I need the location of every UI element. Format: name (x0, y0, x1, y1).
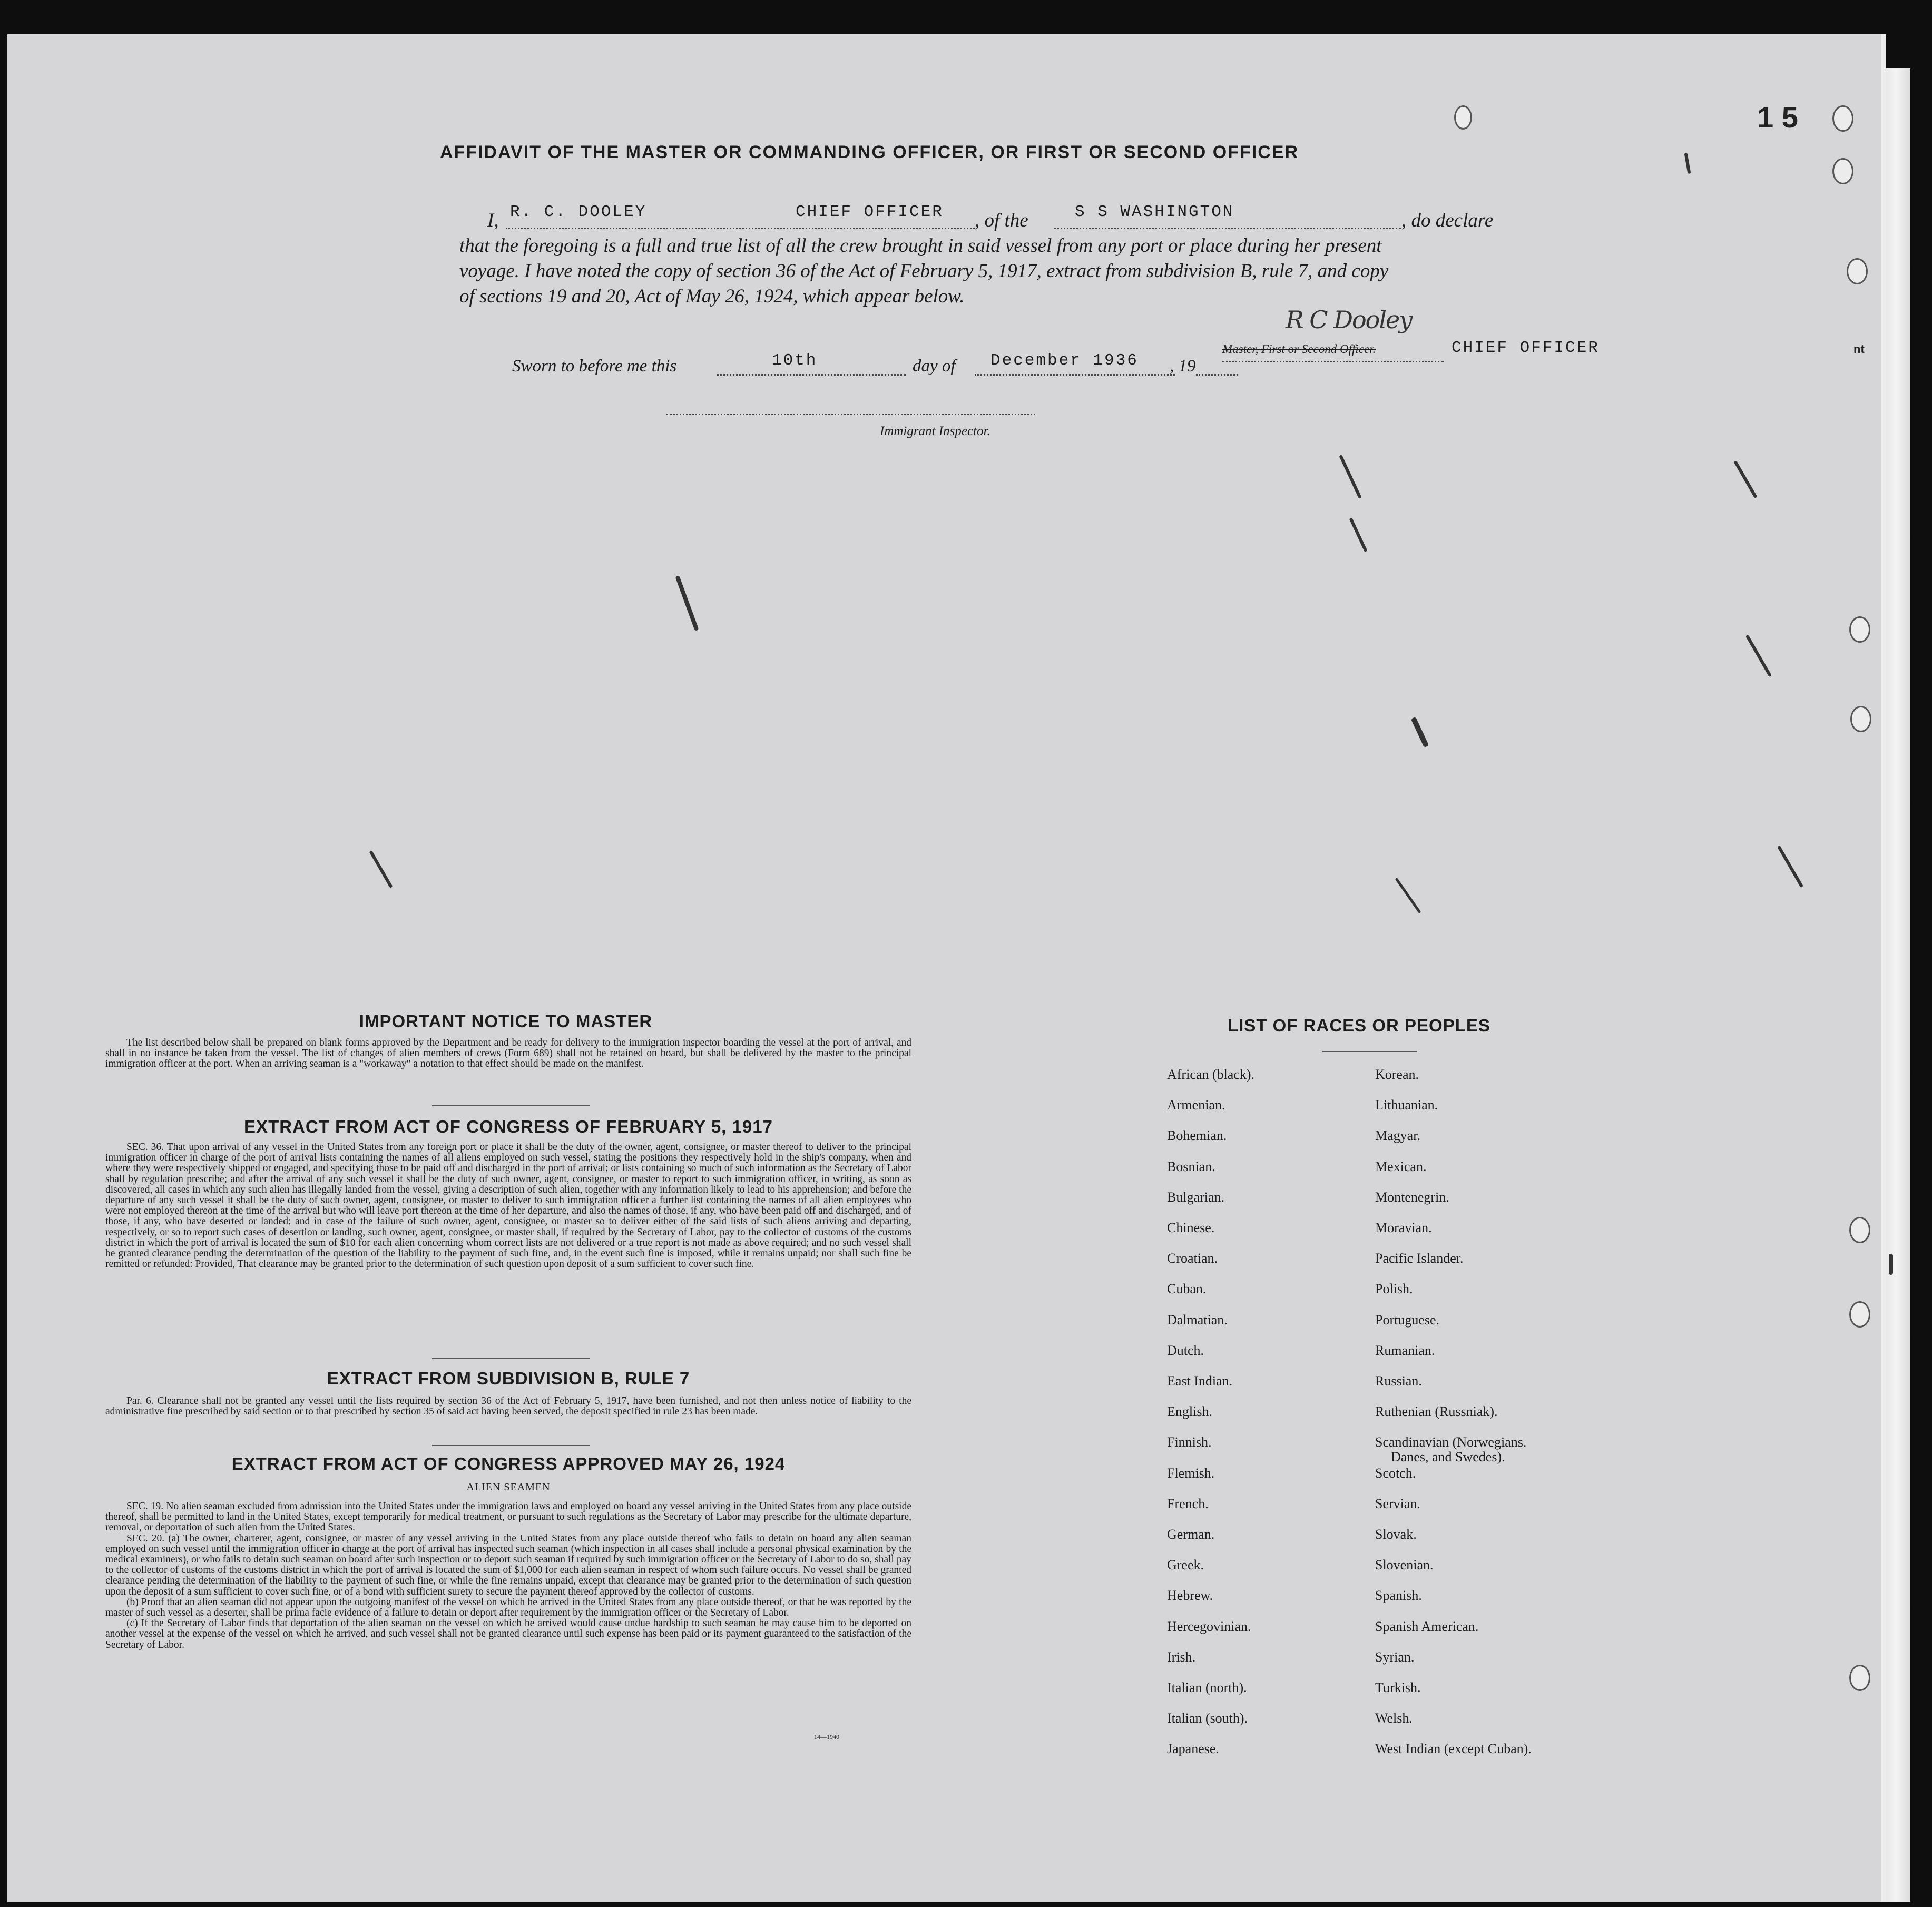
officer-signature: R C Dooley (1286, 306, 1412, 334)
race-item: African (black). (1167, 1067, 1255, 1082)
sworn-day: 10th (772, 351, 818, 370)
race-item: Rumanian. (1375, 1342, 1435, 1358)
race-item: Slovenian. (1375, 1557, 1434, 1573)
punch-hole (1849, 1301, 1870, 1328)
race-item: Servian. (1375, 1496, 1420, 1511)
race-item: Chinese. (1167, 1220, 1215, 1235)
divider (432, 1445, 590, 1446)
year-prefix: , 19 (1170, 357, 1196, 376)
extract-1917-title: EXTRACT FROM ACT OF CONGRESS OF FEBRUARY 5, 1917 (244, 1117, 773, 1136)
divider (432, 1358, 590, 1359)
vessel-blank (1054, 228, 1401, 229)
race-item: Greek. (1167, 1557, 1204, 1573)
race-item: Pacific Islander. (1375, 1251, 1464, 1266)
extract-1924-text (105, 1501, 911, 1650)
race-item: Korean. (1375, 1067, 1419, 1082)
affidavit-line-4: of sections 19 and 20, Act of May 26, 1924, which appear below. (459, 286, 965, 307)
signer-rank: CHIEF OFFICER (1452, 339, 1600, 357)
race-item: Moravian. (1375, 1220, 1432, 1235)
punch-hole (1847, 258, 1868, 284)
race-item: Italian (south). (1167, 1711, 1248, 1726)
race-item: Croatian. (1167, 1251, 1218, 1266)
pencil-mark (1889, 1254, 1893, 1275)
year-blank (1196, 374, 1238, 376)
race-item: Finnish. (1167, 1434, 1212, 1450)
form-number: 14—1940 (814, 1733, 839, 1741)
race-item: Armenian. (1167, 1097, 1225, 1113)
sworn-month-blank (975, 374, 1175, 376)
notice-text: The list described below shall be prepared on blank forms approved by the Department and be ready for delivery to the immigration inspector boarding the vessel at the port of arrival, and shall in no instance be taken from the vessel. The list of changes of alien members of crews (Form 689) shall not be retained on board, but shall be delivered by the master to the principal immigration officer at the port. When an arriving seaman is a "workaway" a notation to that effect should be made on the manifest. (105, 1037, 911, 1070)
punch-hole (1832, 105, 1853, 132)
race-item: Bosnian. (1167, 1158, 1215, 1174)
extract-1924-subtitle: ALIEN SEAMEN (466, 1481, 551, 1493)
vessel-name: S S WASHINGTON (1075, 203, 1234, 221)
sworn-month-year: December 1936 (990, 351, 1139, 370)
race-item: Spanish. (1375, 1588, 1422, 1604)
race-item: Flemish. (1167, 1465, 1215, 1481)
race-item: Ruthenian (Russniak). (1375, 1404, 1498, 1420)
race-item: Turkish. (1375, 1680, 1421, 1695)
race-item: Scandinavian (Norwegians. (1375, 1434, 1527, 1450)
affidavit-do-declare: , do declare (1401, 210, 1494, 231)
officer-rank: CHIEF OFFICER (796, 203, 944, 221)
sworn-day-blank (717, 374, 906, 376)
affidavit-title: AFFIDAVIT OF THE MASTER OR COMMANDING OFFICER, OR FIRST OR SECOND OFFICER (440, 142, 1299, 162)
race-item: Dalmatian. (1167, 1312, 1228, 1328)
margin-mark-right-edge: nt (1853, 342, 1865, 356)
race-item: Bohemian. (1167, 1128, 1227, 1144)
affidavit-i: I, (487, 210, 499, 231)
sheet-edge (1886, 68, 1910, 1902)
race-item: Spanish American. (1375, 1618, 1479, 1634)
extract-1924-title: EXTRACT FROM ACT OF CONGRESS APPROVED MAY 26, 1924 (231, 1454, 786, 1473)
race-item: Irish. (1167, 1649, 1196, 1665)
race-item: Polish. (1375, 1281, 1413, 1297)
race-item: Scotch. (1375, 1465, 1416, 1481)
sec-19-paragraph: SEC. 19. No alien seaman excluded from admission into the United States under the immigration laws and employed on board any vessel arriving in the United States from any place outside thereof, shall be permitted to land in the United States, except temporarily for medical treatment, or pursuant to such regulations as the Secretary of Labor may prescribe for the ultimate departure, removal, or deportation of such alien from the United States. (105, 1501, 911, 1534)
race-item: Syrian. (1375, 1649, 1415, 1665)
day-of: day of (913, 357, 956, 376)
notice-title: IMPORTANT NOTICE TO MASTER (359, 1011, 653, 1031)
punch-hole (1849, 1665, 1870, 1691)
race-item: Montenegrin. (1375, 1189, 1449, 1205)
punch-hole (1832, 158, 1853, 184)
sworn-prefix: Sworn to before me this (512, 357, 677, 376)
sec-20c-paragraph: (c) If the Secretary of Labor finds that deportation of the alien seaman on the vessel on which he arrived would cause undue hardship to such seaman he may cause him to be deported on another vessel at the expense of the vessel on which he arrived, and such vessel shall not be granted clearance until such expense has been paid or its payment guaranteed to the satisfaction of the Secretary of Labor. (105, 1618, 911, 1650)
affidavit-line-2: that the foregoing is a full and true list of all the crew brought in said vessel from any port or place during her present (459, 235, 1382, 257)
race-item: Italian (north). (1167, 1680, 1247, 1695)
race-item: Danes, and Swedes). (1391, 1449, 1505, 1465)
margin-mark-top-right: 1 5 (1757, 101, 1798, 134)
race-item: Magyar. (1375, 1128, 1420, 1144)
extract-rule7-text: Par. 6. Clearance shall not be granted any vessel until the lists required by section 36 of the Act of February 5, 1917, have been furnished, and not then unless notice of liability to the administrative fine prescribed by said section or to that prescribed by section 35 of said act having been served, the deposit specified in rule 23 has been made. (105, 1395, 911, 1418)
races-title: LIST OF RACES OR PEOPLES (1228, 1016, 1490, 1035)
race-item: Slovak. (1375, 1527, 1417, 1542)
race-item: Cuban. (1167, 1281, 1207, 1297)
punch-hole (1849, 1217, 1870, 1243)
race-item: English. (1167, 1404, 1212, 1420)
divider (1322, 1051, 1417, 1052)
officer-name: R. C. DOOLEY (510, 203, 647, 221)
sec-20a-paragraph: SEC. 20. (a) The owner, charterer, agent, consignee, or master of any vessel arriving in the United States from any place outside thereof who fails to detain on board any alien seaman employed on such vessel until the immigration officer in charge at the port of arrival has inspected such seaman (which inspection in all cases shall include a personal physical examination by the medical examiners), or who fails to detain such seaman on board after such inspection or to deport such seaman if required by such immigration officer or the Secretary of Labor to do so, shall pay to the collector of customs of the customs district in which the port of arrival is located the sum of $1,000 for each alien seaman in respect of whom such failure occurs. No vessel shall be granted clearance pending the determination of the liability to the payment of such fine, or while the fine remains unpaid, except that clearance may be granted prior to the determination of such question upon the deposit of a sum sufficient to cover such fine, or of a bond with sufficient surety to secure the payment thereof approved by the collector of customs. (105, 1532, 911, 1597)
race-item: French. (1167, 1496, 1209, 1511)
punch-hole (1454, 105, 1472, 130)
affidavit-line-3: voyage. I have noted the copy of section 36 of the Act of February 5, 1917, extract from subdivision B, rule 7, and copy (459, 260, 1389, 282)
inspector-caption: Immigrant Inspector. (880, 424, 990, 438)
officer-blank (506, 228, 975, 229)
sec-20b-paragraph: (b) Proof that an alien seaman did not appear upon the outgoing manifest of the vessel on which he arrived in the United States from any place outside thereof, or that he was reported by the master of such vessel as a deserter, shall be prima facie evidence of a failure to detain or deport after requirement by the immigration officer or the Secretary of Labor. (105, 1596, 911, 1619)
race-item: West Indian (except Cuban). (1375, 1741, 1532, 1757)
signature-line (1222, 361, 1444, 362)
race-item: German. (1167, 1527, 1215, 1542)
race-item: Russian. (1375, 1373, 1422, 1389)
signer-caption: Master, First or Second Officer. (1222, 342, 1376, 356)
race-item: Hercegovinian. (1167, 1618, 1251, 1634)
race-item: Portuguese. (1375, 1312, 1440, 1328)
race-item: Japanese. (1167, 1741, 1219, 1757)
divider (432, 1105, 590, 1106)
race-item: Welsh. (1375, 1711, 1413, 1726)
punch-hole (1849, 616, 1870, 643)
punch-hole (1850, 706, 1871, 732)
race-item: Bulgarian. (1167, 1189, 1225, 1205)
race-item: Dutch. (1167, 1342, 1204, 1358)
inspector-signature-line (666, 414, 1035, 415)
race-item: Mexican. (1375, 1158, 1427, 1174)
race-item: East Indian. (1167, 1373, 1233, 1389)
extract-1917-text: SEC. 36. That upon arrival of any vessel in the United States from any foreign port or place it shall be the duty of the owner, agent, consignee, or master thereof to deliver to the principal immigration officer in charge of the port of arrival lists containing the names of all aliens employed on such vessel, stating the positions they respectively hold in the ship's company, when and where they were respectively shipped or engaged, and specifying those to be paid off and discharged in the port of arrival; or lists containing so much of such information as the Secretary of Labor shall by regulation prescribe; and after the arrival of any such vessel it shall be the duty of such owner, agent, consignee, or master to report to such immigration officer, in writing, as soon as discovered, all cases in which any such alien has illegally landed from the vessel, giving a description of such alien, together with any information likely to lead to his apprehension; and before the departure of any such vessel it shall be the duty of such owner, agent, consignee, or master to deliver to such immigration officer a further list containing the names of all alien employees who were not employed thereon at the time of the arrival but who will leave port thereon at the time of her departure, and also the names of those, if any, who have been paid off and discharged, and of those, if any, who have deserted or landed; and in case of the failure of such owner, agent, consignee, or master so to deliver either of the said lists of such aliens arriving and departing, respectively, or so to report such cases of desertion or landing, such owner, agent, consignee, or master shall, if required by the Secretary of Labor, pay to the collector of customs of the customs district in which the port of arrival is located the sum of $10 for each alien concerning whom correct lists are not delivered or a true report is not made as above required; and no such vessel shall be granted clearance pending the determination of the question of the liability to the payment of such fine, and, in the event such fine is imposed, while it remains unpaid; nor shall such fine be remitted or refunded: Provided, That clearance may be granted prior to the determination of such question upon deposit of a sum sufficient to cover such fine. (105, 1142, 911, 1270)
affidavit-of-the: , of the (975, 210, 1028, 231)
race-item: Lithuanian. (1375, 1097, 1438, 1113)
extract-rule7-title: EXTRACT FROM SUBDIVISION B, RULE 7 (327, 1369, 690, 1388)
race-item: Hebrew. (1167, 1588, 1213, 1604)
